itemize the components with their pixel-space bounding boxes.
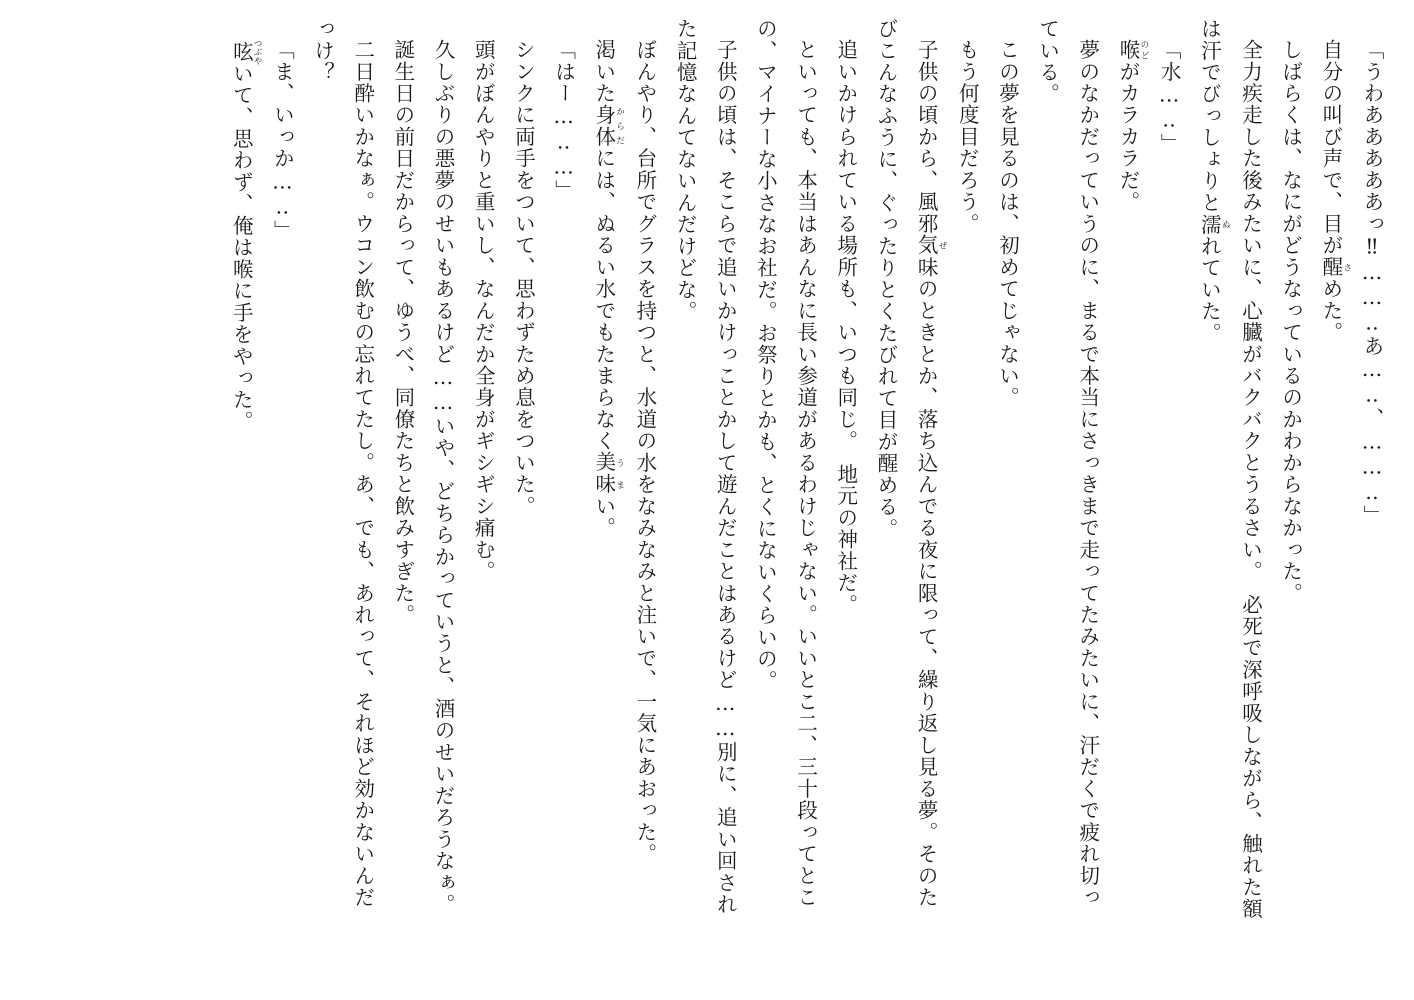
paragraph: 渇いた身体 からだには、ぬるい水でもたまらなく美味 うまい。 — [591, 38, 625, 539]
ruby-uma: 美味 うま — [591, 451, 625, 495]
paragraph: 子供の頃は、そこらで追いかけっことかして遊んだことはあるけど……別に、追い回され — [713, 38, 738, 915]
ruby-tsubuya: 呟 つぶや — [229, 38, 263, 65]
ruby-sa: 醒 さ — [1318, 255, 1352, 278]
paragraph: 喉 のどがカラカラだ。 — [1115, 38, 1149, 213]
ruby-nu: 濡 ぬ — [1197, 213, 1231, 236]
paragraph: といっても、本当はあんなに長い参道があるわけじゃない。いいとこ二、三十段ってとこ — [793, 38, 818, 908]
paragraph: 頭がぼんやりと重いし、なんだか全身がギシギシ痛む。 — [471, 38, 496, 582]
paragraph: シンクに両手をついて、思わずため息をついた。 — [511, 38, 536, 517]
paragraph: 子供の頃から、風邪気 ぜ味のときとか、落ち込んでる夜に限って、繰り返し見る夢。そのた — [914, 38, 948, 908]
paragraph: 二日酔いかなぁ。ウコン飲むの忘れてたし。あ、でも、あれって、それほど効かないんだ — [350, 38, 375, 908]
paragraph: の、マイナーな小さなお社だ。お祭りとかも、とくにないくらいの。 — [753, 18, 778, 692]
paragraph: この夢を見るのは、初めてじゃない。 — [995, 38, 1020, 408]
paragraph: は汗でびっしょりと濡 ぬれていた。 — [1197, 18, 1231, 344]
ruby-ze: 気 ぜ — [914, 234, 948, 256]
paragraph: っけ？ — [310, 18, 335, 84]
paragraph: 「はー…‥…」 — [551, 38, 576, 202]
paragraph: 夢のなかだっていうのに、まるで本当にさっきまで走ってたみたいに、汗だくで疲れ切っ — [1075, 38, 1100, 908]
ruby-karada: 身体 からだ — [591, 103, 625, 148]
paragraph: ている。 — [1035, 18, 1060, 105]
paragraph: 自分の叫び声で、目が醒 さめた。 — [1318, 38, 1352, 343]
paragraph: もう何度目だろう。 — [955, 38, 980, 235]
paragraph: びこんなふうに、ぐったりとくたびれて目が醒める。 — [873, 18, 898, 540]
paragraph: 久しぶりの悪夢のせいもあるけど……いや、どちらかっていうと、酒のせいだろうなぁ。 — [431, 38, 456, 915]
paragraph: 追いかけられている場所も、いつも同じ。 地元の神社だ。 — [833, 38, 858, 615]
paragraph: 「水…‥」 — [1157, 38, 1182, 155]
ruby-nodo: 喉 のど — [1115, 38, 1149, 61]
paragraph: 「ま、いっか…‥」 — [270, 38, 295, 242]
paragraph: しばらくは、なにがどうなっているのかわからなかった。 — [1278, 38, 1303, 604]
paragraph: 誕生日の前日だからって、ゆうべ、同僚たちと飲みすぎた。 — [390, 38, 415, 626]
paragraph: 呟 つぶやいて、思わず、俺は喉に手をやった。 — [229, 38, 263, 432]
paragraph: 全力疾走した後みたいに、心臓がバクバクとうるさい。 必死で深呼吸しながら、触れた額 — [1238, 38, 1263, 920]
paragraph: ぼんやり、台所でグラスを持つと、水道の水をなみなみと注いで、一気にあおった。 — [632, 38, 657, 865]
paragraph: た記憶なんてないんだけどな。 — [673, 18, 698, 323]
paragraph: 「うわあああああっ‼……‥あ…‥、……‥」 — [1360, 38, 1384, 527]
vertical-text-body — [20, 18, 1392, 982]
